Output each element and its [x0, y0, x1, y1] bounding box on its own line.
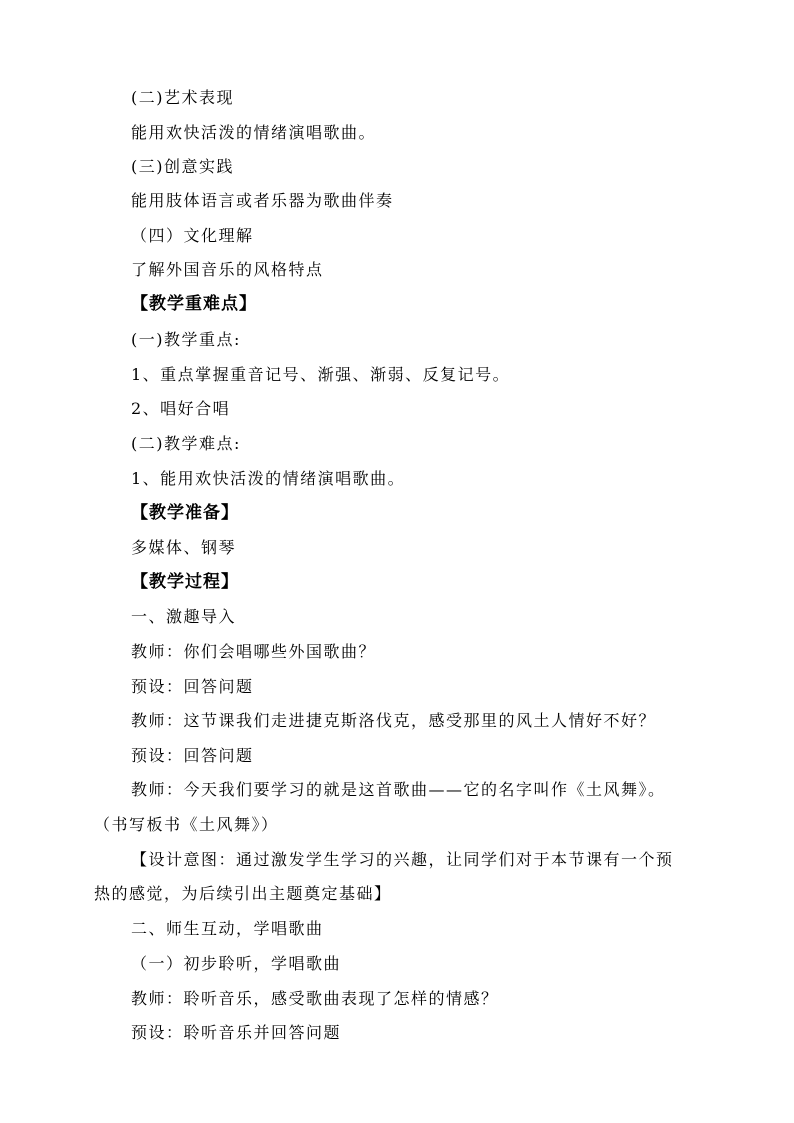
paragraph: 能用肢体语言或者乐器为歌曲伴奏 — [131, 191, 394, 210]
dialogue-line: 教师：你们会唱哪些外国歌曲？ — [131, 642, 377, 661]
design-intent: 【设计意图：通过激发学生学习的兴趣，让同学们对于本节课有一个预 — [131, 850, 674, 869]
paragraph: （书写板书《土风舞》） — [94, 815, 279, 834]
section-introduction: 一、激趣导入 — [131, 607, 237, 626]
dialogue-line: 教师：这节课我们走进捷克斯洛伐克，感受那里的风土人情好不好？ — [131, 711, 657, 730]
paragraph: 多媒体、钢琴 — [131, 538, 237, 557]
heading-key-points: 【教学重难点】 — [131, 294, 257, 314]
dialogue-line: 教师：聆听音乐，感受歌曲表现了怎样的情感？ — [131, 989, 499, 1008]
dialogue-line: 预设：回答问题 — [131, 677, 254, 696]
paragraph: 了解外国音乐的风格特点 — [131, 260, 324, 279]
dialogue-line: 预设：聆听音乐并回答问题 — [131, 1023, 342, 1042]
dialogue-line: 教师：今天我们要学习的就是这首歌曲——它的名字叫作《土风舞》。 — [131, 780, 666, 799]
list-item: 2、唱好合唱 — [131, 399, 231, 418]
design-intent-continued: 热的感觉，为后续引出主题奠定基础】 — [94, 884, 392, 903]
subheading-teaching-focus: (一)教学重点: — [131, 330, 241, 349]
section-art-expression: (二)艺术表现 — [131, 88, 234, 107]
subheading-teaching-difficulty: (二)教学难点: — [131, 434, 241, 453]
section-cultural-understanding: （四）文化理解 — [131, 226, 254, 245]
list-item: 1、重点掌握重音记号、渐强、渐弱、反复记号。 — [131, 365, 511, 384]
heading-teaching-process: 【教学过程】 — [131, 572, 239, 592]
dialogue-line: 预设：回答问题 — [131, 746, 254, 765]
heading-preparation: 【教学准备】 — [131, 503, 239, 523]
list-item: 1、能用欢快活泼的情绪演唱歌曲。 — [131, 469, 406, 488]
section-interaction: 二、师生互动，学唱歌曲 — [131, 919, 324, 938]
paragraph: 能用欢快活泼的情绪演唱歌曲。 — [131, 123, 377, 142]
section-creative-practice: (三)创意实践 — [131, 157, 234, 176]
subsection-listening: （一）初步聆听，学唱歌曲 — [131, 954, 342, 973]
